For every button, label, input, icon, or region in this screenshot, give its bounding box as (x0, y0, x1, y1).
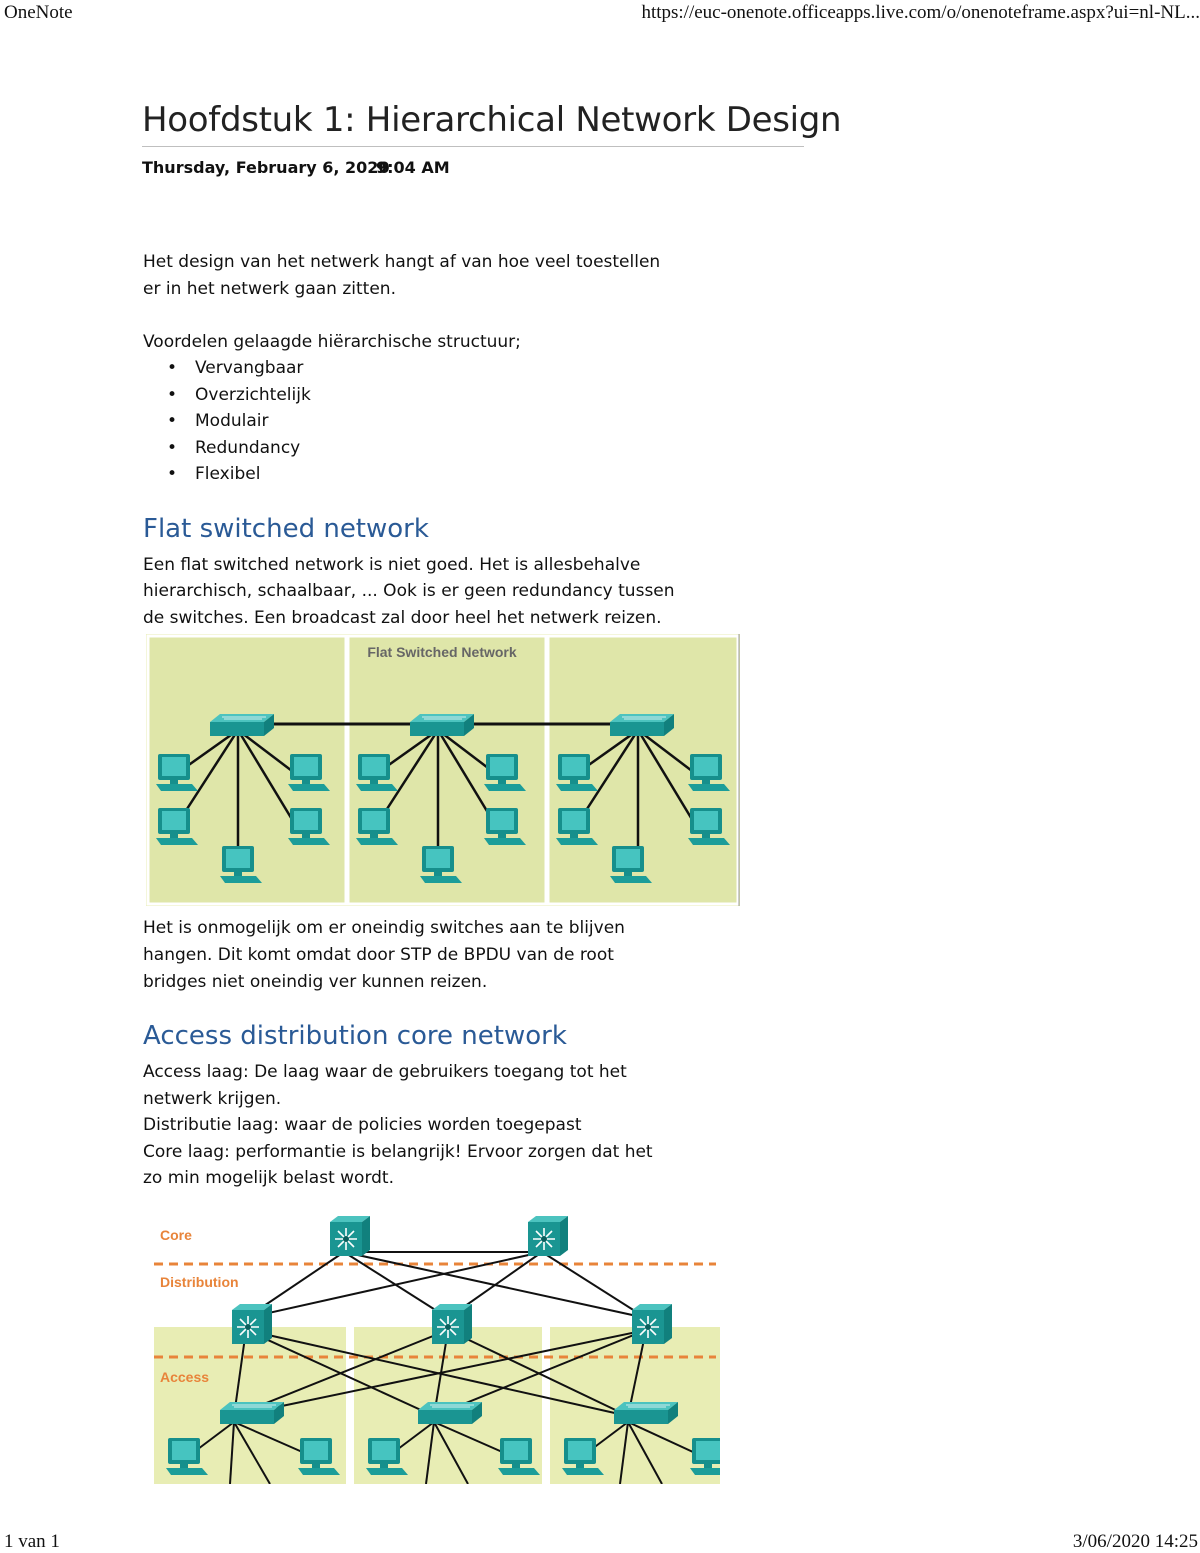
intro-line-2: er in het netwerk gaan zitten. (143, 279, 396, 299)
list-item: • Redundancy (143, 435, 311, 462)
page-time: 9:04 AM (376, 158, 450, 177)
flat-after-line-1: Het is onmogelijk om er oneindig switches aan te blijven (143, 918, 625, 938)
flat-network-diagram (146, 634, 740, 906)
core-label: Core (160, 1227, 192, 1243)
flat-line-1: Een flat switched network is niet goed. Het is allesbehalve (143, 555, 641, 575)
print-footer-timestamp: 3/06/2020 14:25 (1072, 1531, 1198, 1552)
access-line-4: Core laag: performantie is belangrijk! Ervoor zorgen dat het (143, 1142, 653, 1162)
flat-after-line-2: hangen. Dit komt omdat door STP de BPDU van de root (143, 945, 614, 965)
section-heading-flat: Flat switched network (143, 514, 429, 544)
page-title: Hoofdstuk 1: Hierarchical Network Design (142, 100, 842, 140)
flat-after-line-3: bridges niet oneindig ver kunnen reizen. (143, 972, 488, 992)
access-line-5: zo min mogelijk belast wordt. (143, 1168, 394, 1188)
page-date: Thursday, February 6, 2020 (142, 158, 390, 177)
list-item: • Vervangbaar (143, 355, 311, 382)
title-underline (142, 146, 804, 147)
advantages-heading: Voordelen gelaagde hiërarchische structuur; (143, 332, 521, 352)
flat-figure-title: Flat Switched Network (367, 644, 517, 660)
access-line-3: Distributie laag: waar de policies worden toegepast (143, 1115, 582, 1135)
access-label: Access (160, 1369, 210, 1385)
print-header-app: OneNote (4, 2, 73, 23)
distribution-label: Distribution (160, 1274, 239, 1290)
access-line-1: Access laag: De laag waar de gebruikers toegang tot het (143, 1062, 627, 1082)
access-line-2: netwerk krijgen. (143, 1089, 282, 1109)
print-footer-page: 1 van 1 (4, 1531, 60, 1552)
list-item: • Flexibel (143, 461, 311, 488)
flat-line-3: de switches. Een broadcast zal door heel het netwerk reizen. (143, 608, 662, 628)
section-heading-access: Access distribution core network (143, 1021, 567, 1051)
print-header-url: https://euc-onenote.officeapps.live.com/o/onenoteframe.aspx?ui=nl-NL... (641, 2, 1200, 23)
intro-line-1: Het design van het netwerk hangt af van hoe veel toestellen (143, 252, 661, 272)
hierarchical-network-diagram (150, 1208, 720, 1484)
advantages-list (143, 355, 311, 488)
list-item: • Overzichtelijk (143, 382, 311, 409)
flat-line-2: hierarchisch, schaalbaar, ... Ook is er geen redundancy tussen (143, 581, 675, 601)
list-item: • Modulair (143, 408, 311, 435)
